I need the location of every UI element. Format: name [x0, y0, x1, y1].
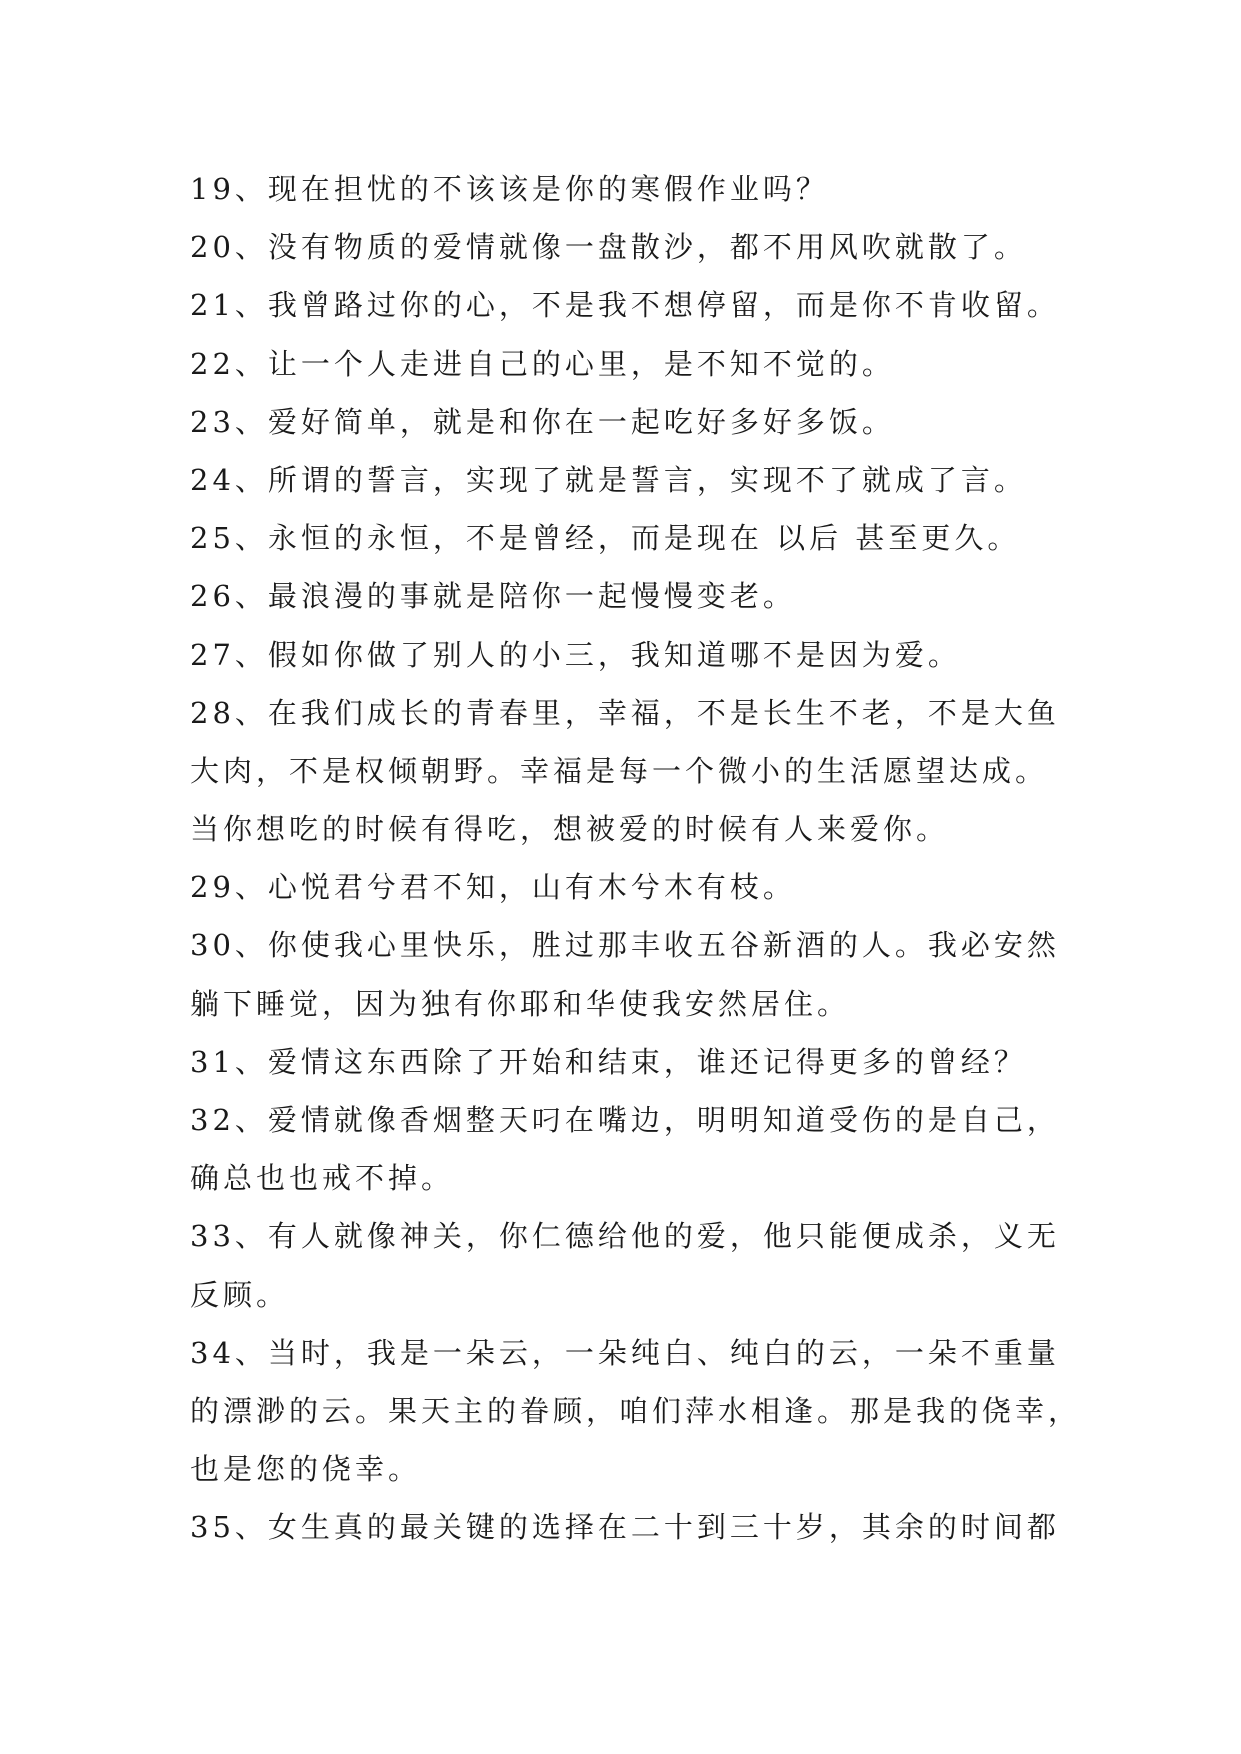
text-line: 30、你使我心里快乐，胜过那丰收五谷新酒的人。我必安然 — [190, 928, 1060, 963]
text-line: 29、心悦君兮君不知，山有木兮木有枝。 — [190, 870, 796, 905]
text-line: 32、爱情就像香烟整天叼在嘴边，明明知道受伤的是自己， — [190, 1103, 1060, 1137]
text-line: 反顾。 — [190, 1277, 290, 1312]
text-line: 确总也也戒不掉。 — [190, 1161, 455, 1196]
text-line: 26、最浪漫的事就是陪你一起慢慢变老。 — [190, 579, 796, 614]
text-line: 19、现在担忧的不该该是你的寒假作业吗？ — [190, 172, 829, 206]
text-line: 躺下睡觉，因为独有你耶和华使我安然居住。 — [190, 986, 851, 1021]
text-line: 20、没有物质的爱情就像一盘散沙，都不用风吹就散了。 — [190, 230, 1027, 265]
text-line: 23、爱好简单，就是和你在一起吃好多好多饭。 — [190, 404, 895, 439]
text-line: 22、让一个人走进自己的心里，是不知不觉的。 — [190, 346, 895, 381]
text-line: 的漂渺的云。果天主的眷顾，咱们萍水相逢。那是我的侥幸， — [190, 1393, 1082, 1428]
text-line: 当你想吃的时候有得吃，想被爱的时候有人来爱你。 — [190, 812, 950, 847]
text-line: 35、女生真的最关键的选择在二十到三十岁，其余的时间都 — [190, 1510, 1060, 1545]
text-line: 28、在我们成长的青春里，幸福，不是长生不老，不是大鱼 — [190, 695, 1060, 730]
document-body — [190, 160, 1090, 1557]
text-line: 25、永恒的永恒，不是曾经，而是现在 以后 甚至更久。 — [190, 521, 1021, 556]
text-line: 33、有人就像神关，你仁德给他的爱，他只能便成杀，义无 — [190, 1219, 1060, 1254]
text-line: 24、所谓的誓言，实现了就是誓言，实现不了就成了言。 — [190, 462, 1027, 497]
text-line: 31、爱情这东西除了开始和结束，谁还记得更多的曾经？ — [190, 1044, 1027, 1079]
text-line: 21、我曾路过你的心，不是我不想停留，而是你不肯收留。 — [190, 288, 1060, 323]
text-line: 27、假如你做了别人的小三，我知道哪不是因为爱。 — [190, 637, 961, 672]
text-line: 大肉，不是权倾朝野。幸福是每一个微小的生活愿望达成。 — [190, 753, 1049, 788]
text-line: 34、当时，我是一朵云，一朵纯白、纯白的云，一朵不重量 — [190, 1335, 1060, 1370]
text-line: 也是您的侥幸。 — [190, 1452, 422, 1487]
